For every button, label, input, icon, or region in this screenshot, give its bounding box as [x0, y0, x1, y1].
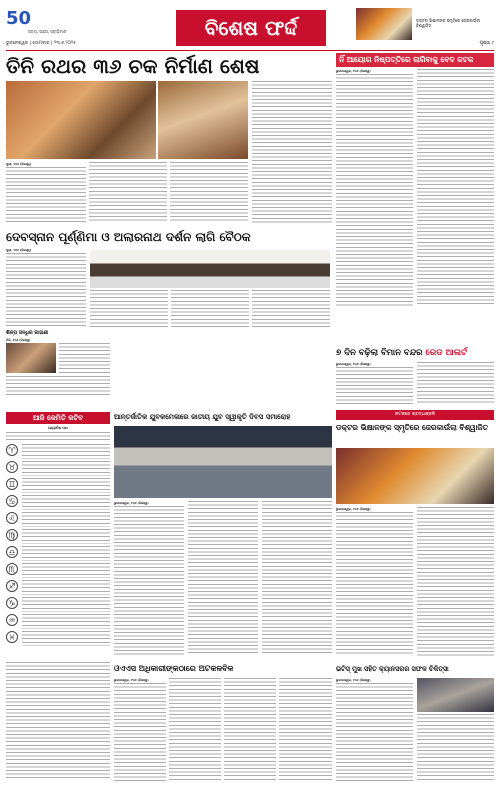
libra-icon: ♎: [6, 546, 18, 558]
leo-icon: ♌: [6, 512, 18, 524]
nephew-headline: ନିଁ ଆୟୋଗ ନିଷ୍ପତ୍ତିରେ ଲାଗିବାକୁ ବେଦ କଟକ: [336, 53, 494, 67]
page-label: ପୃଷ୍ଠା ୯: [479, 41, 494, 46]
sagittarius-icon: ♐: [6, 580, 18, 592]
drama-label: ଶିଳ୍ପ ସନ୍ଧିର କାହାଣୀ: [6, 330, 49, 336]
meeting-body-col4: [252, 290, 330, 327]
award-body-col1: [336, 512, 413, 656]
meeting-headline: ଦେବସ୍ନାନ ପୂର୍ଣ୍ଣିମା ଓ ଅଲାରନାଥ ଦର୍ଶନ ଲାଗି ବୈଠକ: [6, 230, 251, 244]
taurus-text: [22, 461, 110, 476]
anniversary-logo: [6, 8, 62, 30]
cancer-photo: [417, 678, 494, 712]
award-body-col2: [417, 507, 494, 656]
plane-byline: ଭୁବନେଶ୍ୱର, ୨୨ା୬ (ନିଜସ୍ୱ): [336, 362, 371, 366]
article-oas: [114, 662, 332, 782]
rath-headline: ତିନି ରଥର ୩୬ ଚକ ନିର୍ମାଣ ଶେଷ: [6, 54, 260, 78]
rath-body-col4: [252, 81, 332, 223]
yoga-byline: ଭୁବନେଶ୍ୱର, ୨୨ା୬ (ନିଜସ୍ୱ): [114, 501, 149, 505]
cancer-body-col2: [417, 714, 494, 781]
logo-number: 50: [6, 8, 32, 29]
pisces-text: [22, 631, 110, 646]
section-title: ବିଶେଷ ଫର୍ଦ୍ଦ: [176, 10, 326, 46]
drama-body-bottom: [6, 376, 110, 396]
horoscope: [6, 412, 110, 657]
oas-byline: ଭୁବନେଶ୍ୱର, ୨୨ା୬ (ନିଜସ୍ୱ): [114, 678, 149, 682]
award-kicker: କଟକରେ ଶ୍ରଦ୍ଧାଞ୍ଜଳି: [336, 410, 494, 420]
masthead: [6, 6, 494, 50]
cancer-headline: ଭଟିସ୍ ମୁଖ ସହିତ କ୍ୟାନସରର ସଫଳ ଚିକିତ୍ସା: [336, 665, 449, 673]
oas-body-col3: [224, 678, 276, 781]
masthead-photo: [356, 8, 412, 40]
dateline: ଭୁବନେଶ୍ୱର | ସୋମବାର | ୨୩.୬.୨୦୨୫: [6, 41, 76, 46]
sagittarius-text: [22, 580, 110, 595]
article-award: [336, 410, 494, 658]
article-rath: [6, 53, 332, 225]
article-yoga: [114, 410, 332, 658]
drama-byline: ମିରି, ୨୨ା୬ (ନିଜସ୍ୱ): [6, 338, 31, 342]
yoga-body-col3: [262, 501, 332, 656]
horoscope-subhead: ଜ୍ୟୋତିଷ ପାଠ: [48, 426, 68, 430]
award-photo: [336, 448, 494, 504]
leo-text: [22, 512, 110, 527]
drama-body-right: [59, 343, 110, 373]
article-nephew: [336, 53, 494, 343]
plane-headline-main: ୭ ଦିନ ବଢ଼ିଲା ବିମାନ ବନ୍ଦର: [336, 348, 423, 358]
meeting-body-col1: [6, 253, 86, 327]
nephew-byline: ଭୁବନେଶ୍ୱର, ୨୨ା୬ (ନିଜସ୍ୱ): [336, 69, 371, 73]
yoga-body-col2: [188, 501, 258, 656]
rath-body-col1: [6, 167, 86, 223]
rath-body-col2: [89, 162, 167, 223]
oas-body-col2: [169, 678, 221, 781]
yoga-headline: ଆନ୍ତର୍ଜାତିକ ଯୁବକମେଳାରେ ଜାତୀୟ ଯୁବ ସ୍ୱୀକୃତି ଦିବସ ସମାରୋହ: [114, 413, 291, 421]
virgo-icon: ♍: [6, 529, 18, 541]
gemini-icon: ♊: [6, 478, 18, 490]
scorpio-icon: ♏: [6, 563, 18, 575]
top-right-caption: ଡକ୍ଟର ଭିକ୍ଷାଳଙ୍କ ସ୍ମୃତିରେ ଜେରକାଉଁଲା ବିଶ୍ୱାଜିତ: [416, 18, 481, 28]
capricorn-text: [22, 597, 110, 612]
aquarius-text: [22, 614, 110, 629]
aquarius-icon: ♒: [6, 614, 18, 626]
plane-headline-red: ରେଡ ଆଲର୍ଟ: [425, 348, 468, 358]
plane-headline: [336, 346, 494, 360]
cancer-icon: ♋: [6, 495, 18, 507]
rath-body-col3: [170, 162, 248, 223]
cancer-body-col1: [336, 683, 413, 781]
tagline: ସତ୍ୟ, ସାହସ, ସ୍ବାଭିମାନ: [28, 29, 67, 34]
capricorn-icon: ♑: [6, 597, 18, 609]
cancer-byline: ଭୁବନେଶ୍ୱର, ୨୨ା୬ (ନିଜସ୍ୱ): [336, 678, 371, 682]
yoga-body-col1: [114, 506, 184, 656]
oas-body-col4: [279, 678, 332, 781]
virgo-text: [22, 529, 110, 544]
award-byline: ଭୁବନେଶ୍ୱର, ୨୨ା୬ (ନିଜସ୍ୱ): [336, 507, 371, 511]
plane-body-col1: [336, 367, 413, 405]
plane-body-col2: [417, 362, 494, 405]
aries-text: [22, 444, 110, 459]
meeting-body-col3: [171, 290, 249, 327]
rath-photo-main: [6, 81, 156, 159]
article-plane: [336, 346, 494, 406]
horoscope-sign-list: [6, 444, 110, 656]
oas-body-col1: [114, 683, 166, 781]
rath-byline: ପୁରୀ, ୨୨ା୬ (ନିଜସ୍ୱ): [6, 162, 32, 166]
article-meeting: [6, 228, 332, 328]
meeting-photo: [90, 250, 330, 288]
gemini-text: [22, 478, 110, 493]
rath-photo-2: [158, 81, 248, 159]
libra-text: [22, 546, 110, 561]
cancer-text: [22, 495, 110, 510]
meeting-byline: ପୁରୀ, ୨୨ା୬ (ନିଜସ୍ୱ): [6, 248, 32, 252]
yoga-photo: [114, 426, 332, 498]
aries-icon: ♈: [6, 444, 18, 456]
award-headline: ଡକ୍ଟର ଭିକ୍ଷାଳଙ୍କ ସ୍ମୃତିରେ ଜେରକାଉଁଲା ବିଶ୍ୱାଜିତ: [336, 423, 488, 432]
pisces-icon: ♓: [6, 631, 18, 643]
nephew-body-col2: [417, 69, 494, 306]
taurus-icon: ♉: [6, 461, 18, 473]
horoscope-footer-text: [6, 662, 110, 780]
article-drama: [6, 330, 110, 410]
horoscope-intro: [6, 432, 110, 442]
horoscope-headline: ଆଜି କେମିତି କଟିବ: [6, 412, 110, 424]
meeting-body-col2: [90, 290, 168, 327]
nephew-body-col1: [336, 74, 413, 306]
scorpio-text: [22, 563, 110, 578]
masthead-rule: [6, 50, 494, 51]
oas-headline: ଓଏଏସ ଅଧିକାରୀଙ୍କଠାରେ ଅଟକଳବିଳ: [114, 664, 234, 673]
drama-photo: [6, 343, 56, 373]
article-cancer: [336, 662, 494, 782]
